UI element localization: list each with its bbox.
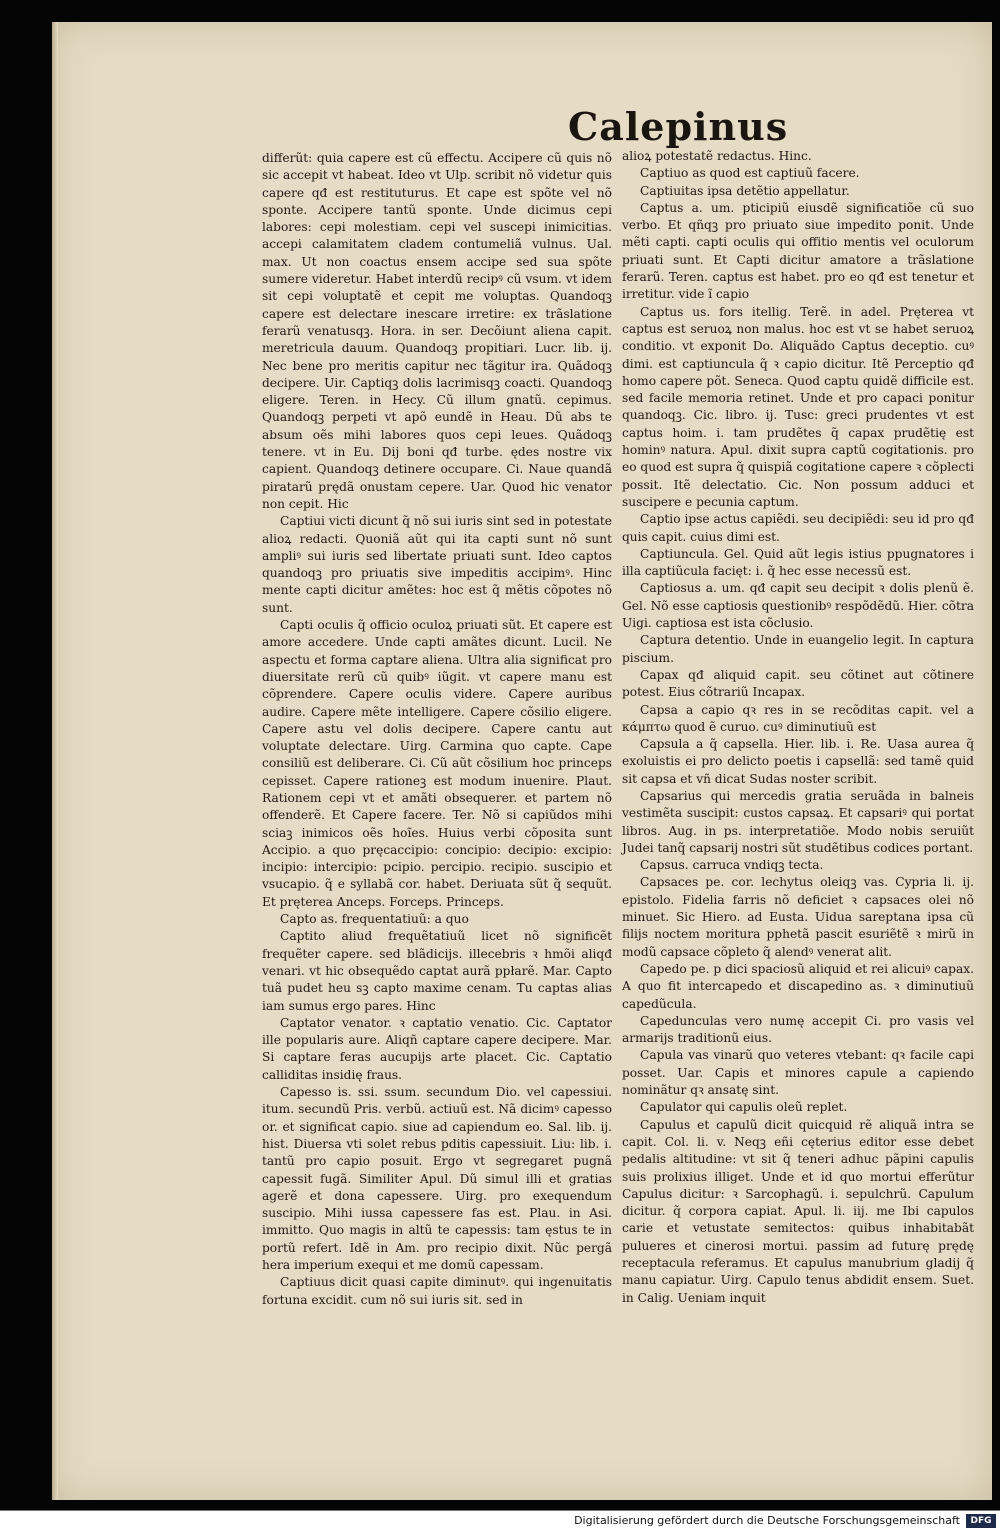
dictionary-entry: Captiuitas ipsa detẽtio appellatur.: [640, 183, 850, 198]
dictionary-entry: Capsula a q̃ capsella. Hier. lib. i. Re. Uasa aurea q̃ exoluistis ei pro delicto poetis i capsellã: sed tamẽ quid sit capsa et vñ dicat Sudas noster scribit.: [622, 737, 974, 786]
running-head: Calepinus: [568, 104, 789, 149]
dictionary-entry: Capesso is. ssi. ssum. secundum Dio. vel capessiui. itum. secundũ Pris. verbũ. actiuũ est. Nã dicimꝰ capesso or. et significat capio. siue ad capiendum eo. Sal. lib. ij. hist. Diuersa vti solet rebus pditis capessiuit. Liu: lib. i. tantũ pro capio posuit. Ergo vt segregaret pugnã capessit fugã. Similiter Apul. Dũ simul illi et gratias agerẽ et dona capessere. Uirg. pro exequendum suscipio. Mihi iussa capessere fas est. Plau. in Asi. immitto. Quo magis in altũ te capessis: tam ęstus te in portũ refert. Idẽ in Am. pro recipio dixit. Nũc pergã hera imperium exequi et me domũ capessam.: [262, 1085, 612, 1272]
continued-text: differũt: quia capere est cũ effectu. Accipere cũ quis nõ sic accepit vt habeat. Ideo vt Ulp. scribit nõ videtur quis capere qđ est restituturus. Et cape est spõte vel nõ sponte. Accipere tantũ sponte. Unde dicimus cepi labores: cepi molestiam. cepi vel suscepi inimicitias. accepi calamitatem cladem contumeliã vulnus. Ual. max. Ut non coactus ensem accipe sed sua spõte sumere videretur. Habet interdũ recipꝰ cũ vsum. vt idem sit cepi voluptatẽ et cepit me voluptas. Quandoqꝫ capere est delectare inescare irretire: ex trãslatione ferarũ venatusqꝫ. Hora. in ser. Decõiunt aliena capit. meretricula dauum. Quandoqꝫ propitiari. Lucr. lib. ij. Nec bene pro meritis capitur nec tãgitur ira. Quãdoqꝫ decipere. Uir. Captiqꝫ dolis lacrimisqꝫ coacti. Quandoqꝫ eligere. Teren. in Hecy. Cũ illum gnatũ. cepimus. Quandoqꝫ perpeti vt apõ eundẽ in Heau. Dũ abs te absum oẽs mihi labores quos cepi leues. Quãdoqꝫ tenere. vt in Eu. Dij boni qđ turbe. ędes nostre vix capient. Quandoqꝫ detinere occupare. Ci. Naue quandã piratarũ prędã onustam cepere. Uar. Quod hic venator non cepit. Hic: [262, 151, 612, 511]
dictionary-entry: Capsaces pe. cor. lechytus oleiqꝫ vas. Cypria li. ij. epistolo. Fidelia farris nõ deficiet ꝛ capsaces olei nõ minuet. Sic Hiero. ad Eusta. Uidua sareptana ipsa cũ filijs noctem moritura pphetã pascit esuriẽtẽ ꝛ mirũ in modũ capsace cõpleto q̃ alendꝰ venerat alit.: [622, 875, 974, 959]
dictionary-entry: Capulus et capulũ dicit quicquid rẽ aliquã intra se capit. Col. li. v. Neqꝫ eñi cęterius editor esse debet pedalis altitudine: vt sit q̃ teneri adhuc pãpini capulis suis prolixius illiget. Unde et id quo mortui efferũtur Capulus dicitur: ꝛ Sarcophagũ. i. sepulchrũ. Capulum dicitur. q̃ corpora capiat. Apul. li. iij. me Ibi capulos carie et vetustate semitectos: quibus inhabitabãt pulueres et cinerosi mortui. passim ad futurę prędę receptacula referamus. Et capulus manubrium gladij q̃ manu capiatur. Uirg. Capulo tenus abdidit ensem. Suet. in Calig. Ueniam inquit: [622, 1117, 974, 1305]
dictionary-entry: Captus a. um. pticipiũ eiusdẽ significatiõe cũ suo verbo. Et qñqꝫ pro priuato siue impedito ponit. Unde mẽti capti. capti oculis qui offitio mentis vel oculorum priuati sunt. Et Capti dicitur amatore a trãslatione ferarũ. Teren. captus est habet. pro eo qđ est tenetur et irretitur. vide ĩ capio: [622, 200, 974, 302]
dictionary-entry: Captito aliud frequẽtatiuũ licet nõ significẽt frequẽter capere. sed blãdicijs. illecebris ꝛ hmõi aliqđ venari. vt hic obsequẽdo captat aurã ppłarẽ. Mar. Capto tuã pudet heu sꝫ capto maxime cenam. Tu captas alias iam sumus ergo pares. Hinc: [262, 929, 612, 1013]
dictionary-entry: Captiuus dicit quasi capite diminutꝰ. qui ingenuitatis fortuna excidit. cum nõ sui iuris sit. sed in: [262, 1275, 612, 1307]
dictionary-entry: Capedo pe. p dici spaciosũ aliquid et rei alicuiꝰ capax. A quo fit intercapedo et discapedino as. ꝛ diminutiuũ capedũcula.: [622, 961, 974, 1011]
footer-bar: [0, 1510, 1000, 1532]
dictionary-entry: Captator venator. ꝛ captatio venatio. Cic. Captator ille popularis aure. Aliqñ captare capere decipere. Mar. Si captare feras aucupijs arte placet. Cic. Captatio calliditas insidię fraus.: [262, 1015, 612, 1082]
dictionary-entry: Captura detentio. Unde in euangelio legit. In captura piscium.: [622, 633, 974, 665]
dictionary-entry: Capti oculis q̃ officio oculoꝝ priuati sũt. Et capere est amore accedere. Unde capti amãtes dicunt. Lucil. Ne aspectu et forma captare aliena. Ultra alia significat pro diuersitate rerũ cũ quibꝰ iũgit. vt capere manu est cõprendere. Capere oculis videre. Capere auribus audire. Capere mẽte intelligere. Capere cõsilio eligere. Capere astu vel dolis decipere. Capere cantu aut voluptate delectare. Uirg. Carmina quo capte. Cape consiliũ est deliberare. Ci. Cũ aũt cõsilium hoc princeps cepisset. Capere rationeꝫ est modum inuenire. Plaut. Rationem cepi vt et amãti obsequerer. et partem nõ offenderẽ. Et Capere facere. Ter. Nõ si capiũdos mihi sciaꝫ inimicos oẽs hoĩes. Huius verbi cõposita sunt Accipio. a quo pręcaccipio: concipio: decipio: excipio: incipio: intercipio: pcipio. percipio. recipio. suscipio et vsucapio. q̃ e syllabã cor. habet. Deriuata sũt q̃ sequũt. Et pręterea Anceps. Forceps. Princeps.: [262, 618, 612, 909]
funding-credit: Digitalisierung gefördert durch die Deutsche Forschungsgemeinschaft: [574, 1514, 960, 1527]
right-text-column: [622, 148, 974, 1307]
page-edge: [52, 22, 58, 1500]
dfg-logo: DFG: [966, 1514, 996, 1528]
dictionary-entry: Capula vas vinarũ quo veteres vtebant: qꝛ facile capi posset. Uar. Capis et minores capule a capiendo nominãtur qꝛ ansatę sint.: [622, 1048, 974, 1098]
dictionary-entry: Capsus. carruca vndiqꝫ tecta.: [640, 858, 824, 873]
dictionary-entry: Capulator qui capulis oleũ replet.: [640, 1100, 848, 1115]
dictionary-entry: Captiuncula. Gel. Quid aũt legis istius ppugnatores i illa captiũcula facięt: i. q̃ hec esse necessũ est.: [622, 546, 974, 579]
dictionary-entry: Capto as. frequentatiuũ: a quo: [280, 912, 469, 927]
dictionary-entry: Capsarius qui mercedis gratia seruãda in balneis vestimẽta suscipit: custos capsaꝝ. Et capsariꝰ qui portat libros. Aug. in ps. interpretatiõe. Modo nobis seruiũt Judei tanq̃ capsarij nostri sũt studẽtibus codices portant.: [622, 788, 974, 855]
dictionary-entry: Capedunculas vero numę accepit Ci. pro vasis vel armarijs traditionũ eius.: [622, 1013, 974, 1046]
dictionary-entry: Capsa a capio qꝛ res in se recõditas capit. vel a κάμπτω quod ẽ curuo. cuꝰ diminutiuũ est: [622, 702, 974, 734]
dictionary-entry: Captiosus a. um. qđ capit seu decipit ꝛ dolis plenũ ẽ. Gel. Nõ esse captiosis questionibꝰ respõdẽdũ. Hier. cõtra Uigi. captiosa est ista cõclusio.: [622, 581, 974, 631]
continued-text: alioꝝ potestatẽ redactus. Hinc.: [622, 149, 812, 163]
dictionary-entry: Captus us. fors itellig. Terẽ. in adel. Pręterea vt captus est seruoꝝ non malus. hoc est vt se habet seruoꝝ conditio. vt exponit Do. Aliquãdo Captus deceptio. cuꝰ dimi. est captiuncula q̃ ꝛ capio dicitur. Itẽ Perceptio qđ homo capere põt. Seneca. Quod captu quidẽ difficile est. sed facile memoria retinet. Unde et pro capaci ponitur quandoqꝫ. Cic. libro. ij. Tusc: greci prudentes vt est captus hoim. i. tam prudẽtes q̃ capax prudẽtię est hominꝰ natura. Apul. dixit supra captũ cogitationis. pro eo quod est supra q̃ quispiã cogitatione capere ꝛ cõplecti possit. Itẽ delectatio. Cic. Non possum adduci et suscipere e pecunia captum.: [622, 304, 974, 509]
dictionary-entry: Captiui victi dicunt q̃ nõ sui iuris sint sed in potestate alioꝝ redacti. Quoniã aũt qui ita capti sunt nõ sunt ampliꝰ sui iuris sed libertate priuati sunt. Ideo captos quandoqꝫ pro priuatis sive impeditis accipimꝰ. Hinc mente capti dicitur amẽtes: hoc est q̃ mẽtis cõpotes nõ sunt.: [262, 514, 612, 615]
left-text-column: [262, 150, 612, 1309]
dictionary-entry: Capax qđ aliquid capit. seu cõtinet aut cõtinere potest. Eius cõtrariũ Incapax.: [622, 667, 974, 700]
dictionary-entry: Captiuo as quod est captiuũ facere.: [640, 166, 860, 181]
dictionary-entry: Captio ipse actus capiẽdi. seu decipiẽdi: seu id pro qđ quis capit. cuius dimi est.: [622, 512, 974, 544]
